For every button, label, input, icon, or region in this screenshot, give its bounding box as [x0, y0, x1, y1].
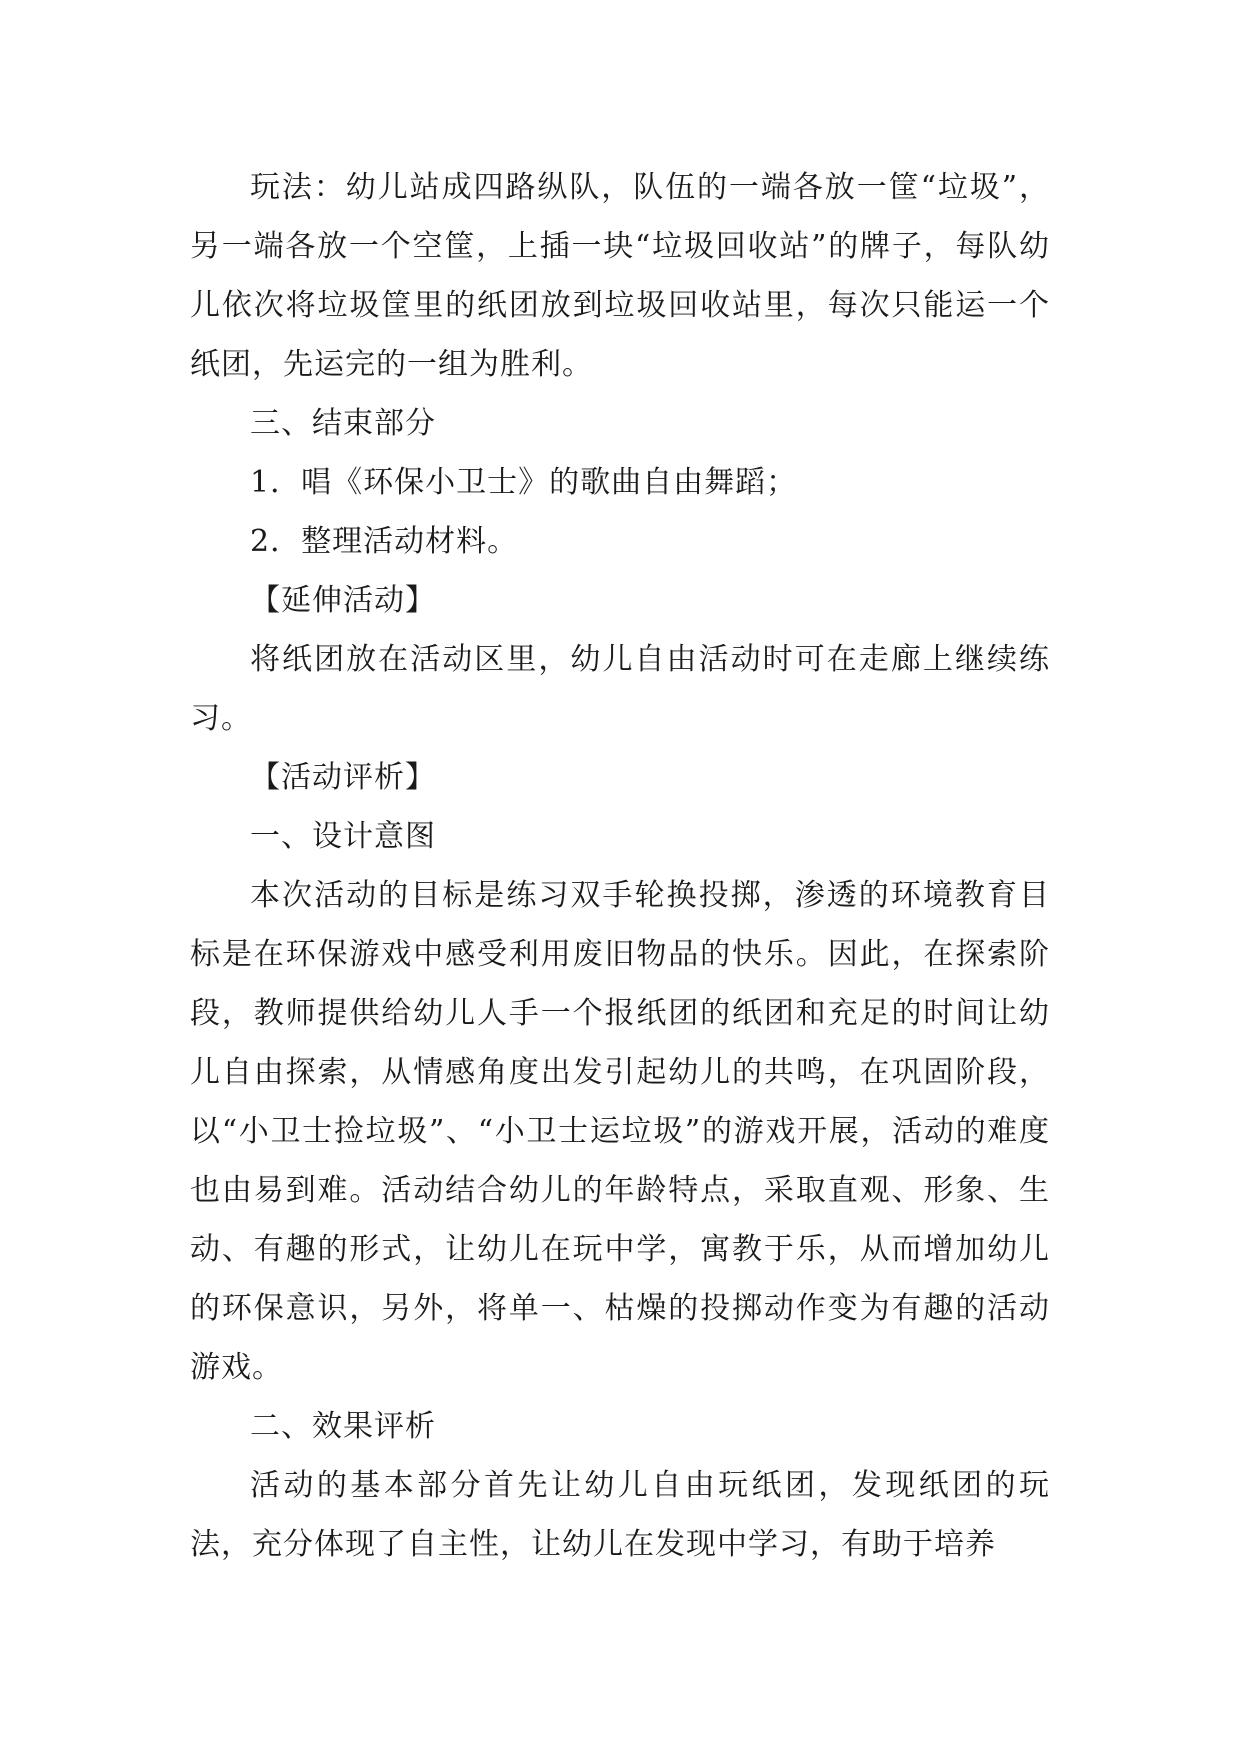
section-heading-ending: 三、结束部分 [250, 406, 436, 441]
subheading-design-intent: 一、设计意图 [250, 819, 436, 854]
section-heading-extension: 【延伸活动】 [250, 583, 436, 618]
paragraph-effect-analysis: 活动的基本部分首先让幼儿自由玩纸团，发现纸团的玩法，充分体现了自主性，让幼儿在发现中学习，有助于培养 [190, 1468, 1050, 1562]
paragraph-game-rules: 玩法：幼儿站成四路纵队，队伍的一端各放一筐“垃圾”，另一端各放一个空筐，上插一块“垃圾回收站”的牌子，每队幼儿依次将垃圾筐里的纸团放到垃圾回收站里，每次只能运一个纸团，先运完的一组为胜利。 [190, 170, 1050, 382]
paragraph-extension: 将纸团放在活动区里，幼儿自由活动时可在走廊上继续练习。 [190, 642, 1050, 736]
list-item-2: 2．整理活动材料。 [250, 524, 519, 559]
list-item-1: 1．唱《环保小卫士》的歌曲自由舞蹈； [250, 465, 798, 500]
section-heading-analysis: 【活动评析】 [250, 760, 436, 795]
document-body [190, 158, 1050, 1574]
paragraph-design-intent: 本次活动的目标是练习双手轮换投掷，渗透的环境教育目标是在环保游戏中感受利用废旧物品的快乐。因此，在探索阶段，教师提供给幼儿人手一个报纸团的纸团和充足的时间让幼儿自由探索，从情感角度出发引起幼儿的共鸣，在巩固阶段，以“小卫士捡垃圾”、“小卫士运垃圾”的游戏开展，活动的难度也由易到难。活动结合幼儿的年龄特点，采取直观、形象、生动、有趣的形式，让幼儿在玩中学，寓教于乐，从而增加幼儿的环保意识，另外，将单一、枯燥的投掷动作变为有趣的活动游戏。 [190, 878, 1050, 1385]
subheading-effect-analysis: 二、效果评析 [250, 1409, 436, 1444]
